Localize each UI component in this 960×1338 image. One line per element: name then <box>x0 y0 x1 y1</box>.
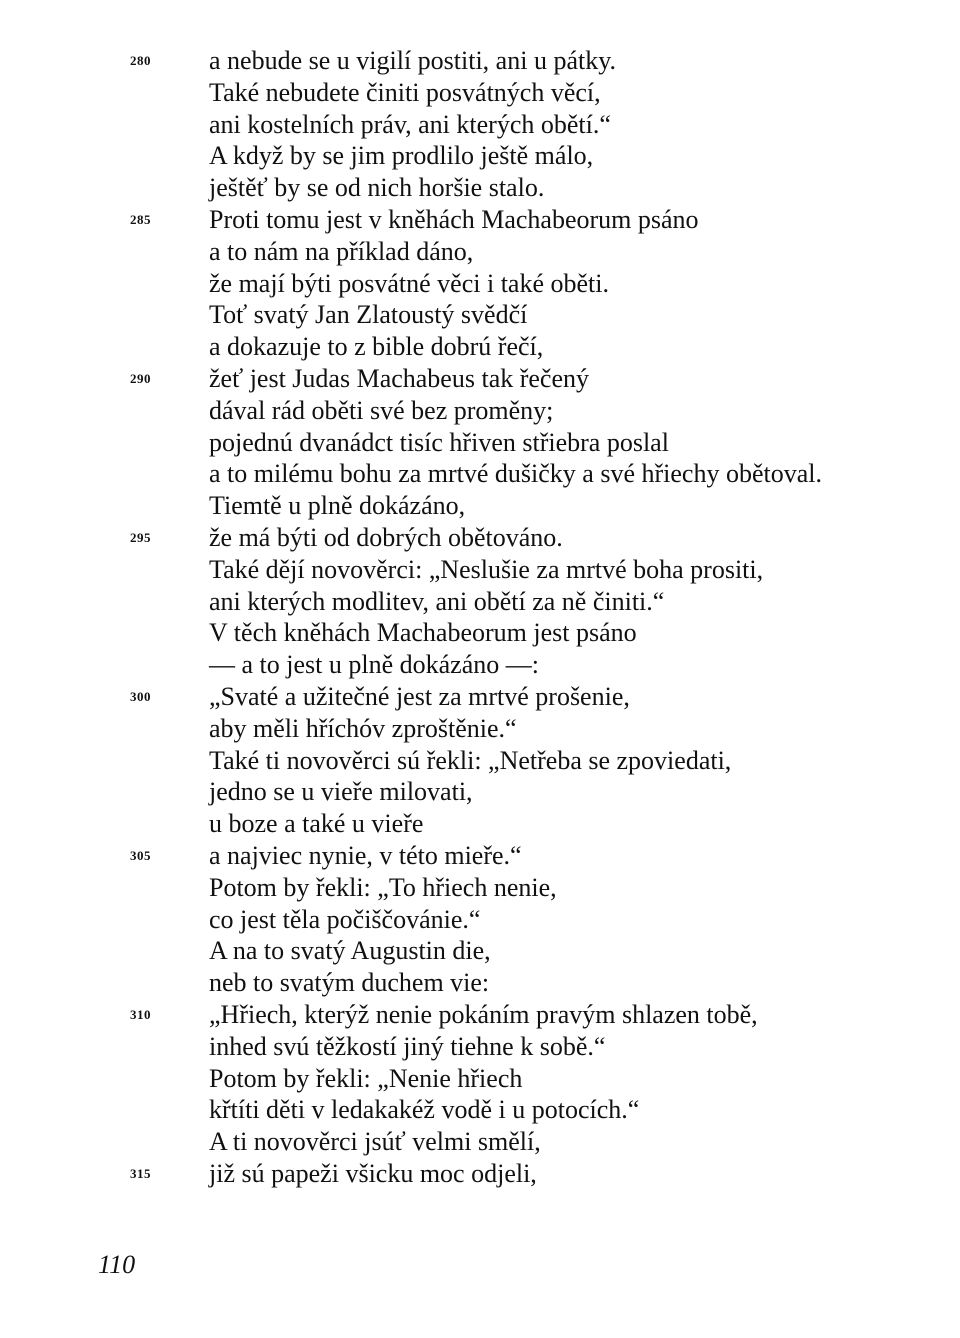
verse-line <box>0 999 960 1031</box>
verse-line <box>0 681 960 713</box>
verse-line <box>0 45 960 77</box>
line-text: u boze a také u vieře <box>209 809 424 839</box>
verse-line <box>0 109 960 141</box>
line-text: inhed svú těžkostí jiný tiehne k sobě.“ <box>209 1031 606 1061</box>
line-text: Proti tomu jest v kněhách Machabeorum psáno <box>209 204 699 234</box>
line-text: Také nebudete činiti posvátných věcí, <box>209 77 601 107</box>
line-text: Toť svatý Jan Zlatoustý svědčí <box>209 300 528 330</box>
line-text: křtíti děti v ledakakéž vodě i u potocích.“ <box>209 1095 640 1125</box>
verse-line <box>0 490 960 522</box>
line-text: Také dějí novověrci: „Neslušie za mrtvé boha prositi, <box>209 554 764 584</box>
verse-line <box>0 808 960 840</box>
line-number: 290 <box>130 370 151 386</box>
verse-line <box>0 967 960 999</box>
line-text: jedno se u vieře milovati, <box>209 777 473 807</box>
line-number: 280 <box>130 53 151 68</box>
verse-line <box>0 331 960 363</box>
line-text: — a to jest u plně dokázáno —: <box>209 650 539 680</box>
line-text: ještěť by se od nich horšie stalo. <box>209 173 545 203</box>
verse-line <box>0 1063 960 1095</box>
line-text: „Hřiech, kterýž nenie pokáním pravým shlazen tobě, <box>209 999 758 1029</box>
line-text: co jest těla počiščovánie.“ <box>209 904 481 934</box>
verse-line <box>0 172 960 204</box>
verse-block <box>0 45 960 1190</box>
verse-line <box>0 776 960 808</box>
verse-line <box>0 458 960 490</box>
line-number: 300 <box>130 688 151 704</box>
verse-line <box>0 1126 960 1158</box>
line-number: 315 <box>130 1165 151 1181</box>
line-number: 310 <box>130 1006 151 1022</box>
verse-line <box>0 395 960 427</box>
line-text: Také ti novověrci sú řekli: „Netřeba se zpoviedati, <box>209 745 732 775</box>
verse-line <box>0 268 960 300</box>
verse-line <box>0 204 960 236</box>
page-number: 110 <box>98 1250 136 1279</box>
line-text: že mají býti posvátné věci i také oběti. <box>209 268 609 298</box>
line-number: 295 <box>130 529 151 545</box>
verse-line <box>0 363 960 395</box>
verse-line <box>0 872 960 904</box>
verse-line <box>0 1158 960 1190</box>
line-text: A na to svatý Augustin die, <box>209 936 491 966</box>
line-text: a dokazuje to z bible dobrú řečí, <box>209 332 544 362</box>
line-text: V těch kněhách Machabeorum jest psáno <box>209 618 637 648</box>
line-text: již sú papeži všicku moc odjeli, <box>209 1158 537 1188</box>
line-text: a najviec nynie, v této mieře.“ <box>209 840 522 870</box>
verse-line <box>0 140 960 172</box>
line-text: žeť jest Judas Machabeus tak řečený <box>209 363 590 393</box>
line-text: že má býti od dobrých obětováno. <box>209 522 563 552</box>
line-text: A ti novověrci jsúť velmi smělí, <box>209 1127 541 1157</box>
line-text: Potom by řekli: „Nenie hřiech <box>209 1063 523 1093</box>
line-text: aby měli hříchóv zproštěnie.“ <box>209 713 517 743</box>
line-text: a to milému bohu za mrtvé dušičky a své hřiechy obětoval. <box>209 459 822 489</box>
verse-line <box>0 745 960 777</box>
line-text: ani kterých modlitev, ani obětí za ně činiti.“ <box>209 586 665 616</box>
verse-line <box>0 617 960 649</box>
line-text: pojednú dvanádct tisíc hřiven střiebra poslal <box>209 427 669 457</box>
line-text: Tiemtě u plně dokázáno, <box>209 491 466 521</box>
verse-line <box>0 935 960 967</box>
verse-line <box>0 840 960 872</box>
line-text: Potom by řekli: „To hřiech nenie, <box>209 872 557 902</box>
line-text: a to nám na příklad dáno, <box>209 236 474 266</box>
line-text: A když by se jim prodlilo ještě málo, <box>209 141 594 171</box>
verse-line <box>0 904 960 936</box>
verse-line <box>0 427 960 459</box>
verse-line <box>0 522 960 554</box>
verse-line <box>0 1031 960 1063</box>
verse-line <box>0 1094 960 1126</box>
line-text: dával rád oběti své bez proměny; <box>209 395 554 425</box>
verse-line <box>0 299 960 331</box>
line-text: „Svaté a užitečné jest za mrtvé prošenie, <box>209 681 630 711</box>
verse-line <box>0 586 960 618</box>
verse-line <box>0 713 960 745</box>
verse-line <box>0 554 960 586</box>
verse-line <box>0 236 960 268</box>
verse-line <box>0 649 960 681</box>
line-text: a nebude se u vigilí postiti, ani u pátky. <box>209 46 617 75</box>
verse-line <box>0 77 960 109</box>
line-text: ani kostelních práv, ani kterých obětí.“ <box>209 109 611 139</box>
line-number: 305 <box>130 847 151 863</box>
line-text: neb to svatým duchem vie: <box>209 968 490 998</box>
line-number: 285 <box>130 211 151 227</box>
